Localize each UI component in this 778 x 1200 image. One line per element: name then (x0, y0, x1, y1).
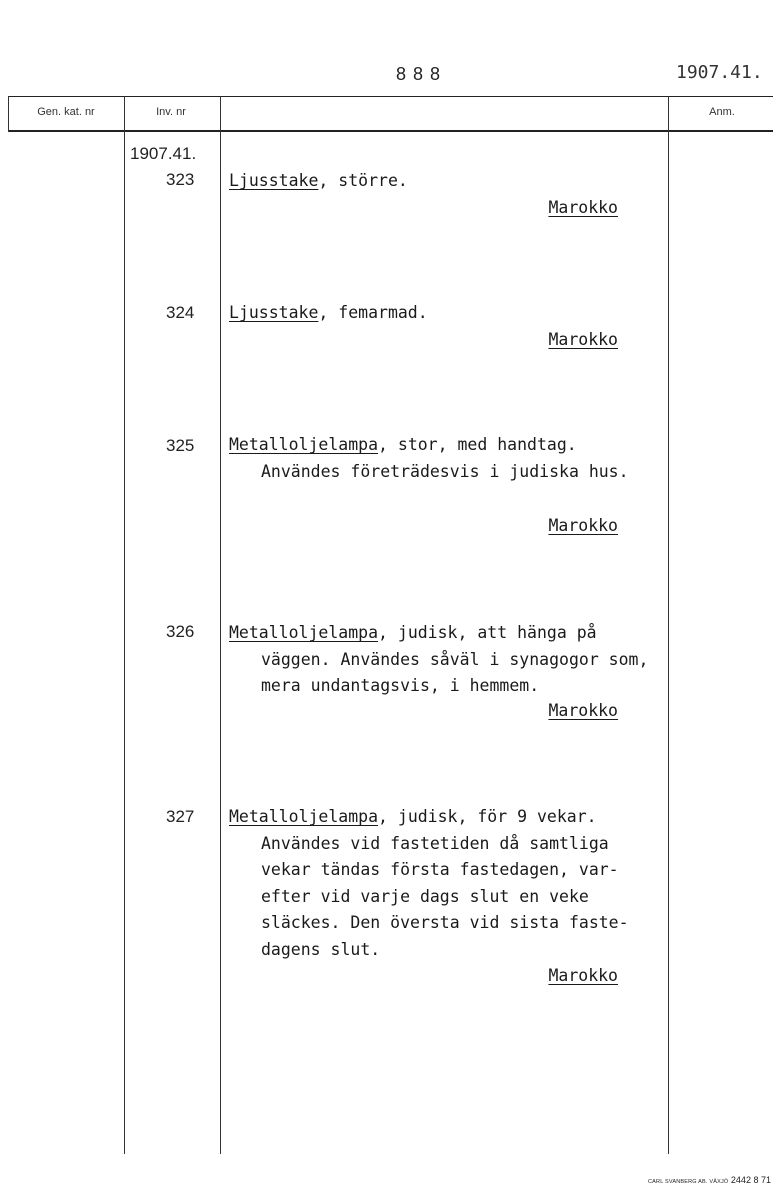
collection-number: 1907.41. (130, 144, 197, 163)
description-line: släckes. Den översta vid sista faste- (261, 913, 629, 932)
description-line: vekar tändas första fastedagen, var- (261, 860, 619, 879)
description-line: , femarmad. (318, 303, 428, 322)
column-rule-inv-desc (220, 96, 221, 1154)
entry-326-description (229, 620, 648, 700)
column-header-anm: Anm. (709, 106, 735, 118)
entry-327-description (229, 804, 629, 963)
column-rule-desc-anm (668, 96, 669, 1154)
header-top-rule (8, 96, 773, 97)
description-line: efter vid varje dags slut en veke (261, 886, 589, 906)
origin-324: Marokko (548, 330, 618, 349)
column-header-gen-kat-nr: Gen. kat. nr (37, 106, 95, 118)
inv-nr-324: 324 (166, 303, 195, 322)
description-line: , judisk, för 9 vekar. (378, 807, 597, 826)
description-line: Användes företrädesvis i judiska hus. (261, 461, 629, 481)
object-name: Ljusstake (229, 303, 319, 322)
description-line: mera undantagsvis, i hemmem. (261, 676, 540, 695)
object-name: Metalloljelampa (229, 623, 379, 642)
column-rule-left (8, 96, 9, 132)
inv-nr-323: 323 (166, 170, 195, 189)
printer-name: CARL SVANBERG AB. VÄXJÖ (648, 1179, 729, 1185)
origin-326: Marokko (548, 701, 618, 720)
catalog-reference: 1907.41. (676, 62, 763, 83)
entry-324-description (229, 300, 428, 327)
origin-323: Marokko (548, 198, 618, 217)
column-rule-gen-inv (124, 96, 125, 1154)
inv-nr-327: 327 (166, 807, 195, 826)
printer-footer (648, 1175, 771, 1185)
description-line: , större. (318, 171, 408, 190)
description-line: , stor, med handtag. (378, 435, 577, 454)
object-name: Ljusstake (229, 171, 319, 190)
page-code: 8 8 8 (396, 64, 442, 84)
entry-325-description (229, 432, 629, 485)
entry-323-description (229, 168, 408, 195)
description-line: väggen. Användes såväl i synagogor som, (261, 649, 649, 669)
header-bottom-rule (8, 130, 773, 132)
inv-nr-326: 326 (166, 622, 195, 641)
origin-325: Marokko (548, 516, 618, 535)
inv-nr-325: 325 (166, 436, 195, 455)
description-line: dagens slut. (261, 939, 381, 959)
description-line: Användes vid fastetiden då samtliga (261, 833, 609, 853)
object-name: Metalloljelampa (229, 807, 379, 826)
description-line: , judisk, att hänga på (378, 623, 597, 642)
object-name: Metalloljelampa (229, 435, 379, 454)
form-code: 2442 8 71 (730, 1175, 771, 1185)
origin-327: Marokko (548, 966, 618, 985)
column-header-inv-nr: Inv. nr (156, 106, 186, 118)
